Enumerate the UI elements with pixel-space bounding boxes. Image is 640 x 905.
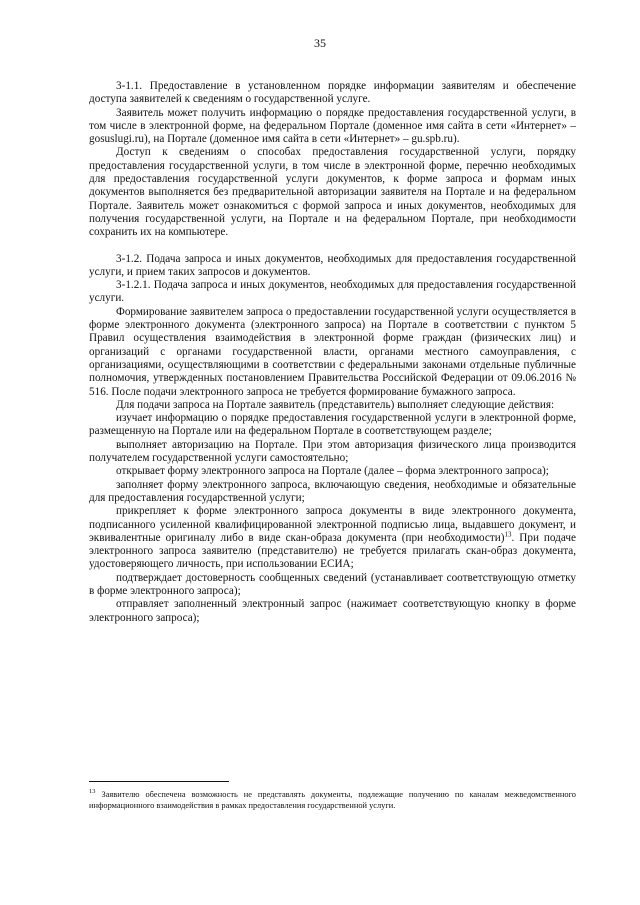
paragraph-section-3-1-1: 3-1.1. Предоставление в установленном порядке информации заявителям и обеспечение доступа заявителей к сведениям о государственной услуге. <box>89 80 576 106</box>
paragraph: Заявитель может получить информацию о порядке предоставления государственной услуги, в том числе в электронной форме, на федеральном Портале (доменное имя сайта в сети «Интернет» – gosuslugi.ru), на Портале (доменное имя сайта в сети «Интернет» – gu.spb.ru). <box>89 106 576 146</box>
list-item: отправляет заполненный электронный запрос (нажимает соответствующую кнопку в форме электронного запроса); <box>89 598 576 624</box>
paragraph: Для подачи запроса на Портале заявитель (представитель) выполняет следующие действия: <box>116 398 555 411</box>
page-number: 35 <box>314 36 326 50</box>
footnote <box>89 789 576 811</box>
list-item: подтверждает достоверность сообщенных сведений (устанавливает соответствующую отметку в форме электронного запроса); <box>89 571 576 597</box>
footnote-text: Заявителю обеспечена возможность не представлять документы, подлежащие получению по каналам межведомственного информационного взаимодействия в рамках предоставления государственной услуги. <box>89 790 576 810</box>
paragraph: Формирование заявителем запроса о предоставлении государственной услуги осуществляется в форме электронного документа (электронного запроса) на Портале в соответствии с пунктом 5 Правил осуществления взаимодействия в электронной форме граждан (физических лиц) и организаций с органами государственной власти, органами местного самоуправления, с организациями, осуществляющими в соответствии с федеральными законами отдельные публичные полномочия, утвержденных постановлением Правительства Российской Федерации от 09.06.2016 № 516. После подачи электронного запроса не требуется формирование бумажного запроса. <box>89 305 576 398</box>
list-item <box>89 505 576 571</box>
list-item-text-continued: . При подаче электронного запроса заявителю (представителю) не требуется прилагать скан-образ документа, удостоверяющего личность, при использовании ЕСИА; <box>89 531 576 571</box>
body-text <box>89 80 576 625</box>
list-item: изучает информацию о порядке предоставления государственной услуги в электронной форме, размещенную на Портале или на федеральном Портале в соответствующем разделе; <box>89 412 576 438</box>
list-item: открывает форму электронного запроса на Портале (далее – форма электронного запроса); <box>116 465 549 478</box>
list-item: заполняет форму электронного запроса, включающую сведения, необходимые и обязательные для предоставления государственной услуги; <box>89 478 576 504</box>
paragraph-section-3-1-2: 3-1.2. Подача запроса и иных документов, необходимых для предоставления государственной услуги, и прием таких запросов и документов. <box>89 252 576 278</box>
paragraph-section-3-1-2-1: 3-1.2.1. Подача запроса и иных документов, необходимых для предоставления государственной услуги. <box>89 279 576 305</box>
footnote-reference[interactable]: 13 <box>504 530 512 539</box>
footnote-divider <box>89 781 229 782</box>
footnote-mark: 13 <box>89 788 96 796</box>
list-item: выполняет авторизацию на Портале. При этом авторизация физического лица производится получателем государственной услуги самостоятельно; <box>89 438 576 465</box>
paragraph: Доступ к сведениям о способах предоставления государственной услуги, порядку предоставления государственной услуги, в том числе в электронной форме, перечню необходимых для предоставления государственной услуги документов, к форме запроса и формам иных документов выполняется без предварительной авторизации заявителя на Портале и на федеральном Портале. Заявитель может ознакомиться с формой запроса и иных документов, необходимых для получения государственной услуги, на Портале и на федеральном Портале, при необходимости сохранить их на компьютере. <box>89 146 576 239</box>
spacer <box>89 240 576 253</box>
list-item-text: прикрепляет к форме электронного запроса документы в виде электронного документа, подписанного усиленной квалифицированной электронной подписью лица, выдавшего документ, и эквивалентные оригиналу либо в виде скан-образа документа (при необходимости) <box>89 505 576 544</box>
